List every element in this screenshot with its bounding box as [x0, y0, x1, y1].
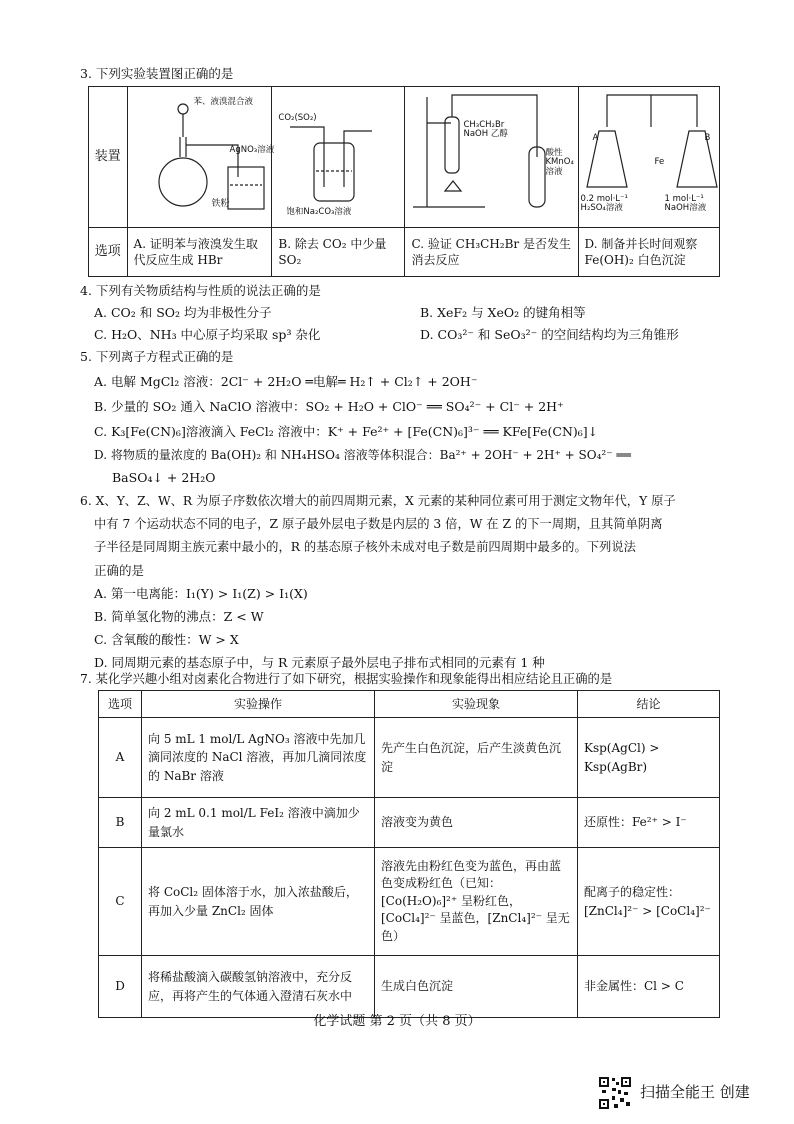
label-flask-a: A — [592, 133, 599, 143]
label-na2co3: 饱和Na₂CO₃溶液 — [286, 207, 352, 217]
q7-header-operation: 实验操作 — [142, 691, 375, 718]
label-h2so4: 0.2 mol·L⁻¹ H₂SO₄溶液 — [580, 194, 628, 214]
table-row — [99, 718, 720, 798]
q7-row-c-phenomenon: 溶液先由粉红色变为蓝色，再由蓝色变成粉红色（已知：[Co(H₂O)₆]²⁺ 呈粉红色，[CoCl₄]²⁻ 呈蓝色，[ZnCl₄]²⁻ 呈无色） — [375, 848, 578, 956]
qr-code-icon — [598, 1076, 632, 1110]
q7-row-d-option: D — [99, 956, 142, 1018]
q7-row-a-phenomenon: 先产生白色沉淀，后产生淡黄色沉淀 — [375, 718, 578, 798]
q3-option-a: A. 证明苯与液溴发生取代反应生成 HBr — [127, 228, 272, 277]
q6-option-a: A. 第一电离能：I₁(Y) > I₁(Z) > I₁(X) — [94, 586, 308, 601]
q3-row-device-label: 装置 — [89, 87, 128, 228]
q5-option-d-line1: D. 将物质的量浓度的 Ba(OH)₂ 和 NH₄HSO₄ 溶液等体积混合：Ba²⁺ + 2OH⁻ + 2H⁺ + SO₄²⁻ ══ — [94, 448, 631, 462]
q4-option-b: B. XeF₂ 与 XeO₂ 的键角相等 — [420, 305, 586, 320]
q7-row-d-conclusion: 非金属性：Cl > C — [578, 956, 720, 1018]
q7-row-d-operation: 将稀盐酸滴入碳酸氢钠溶液中，充分反应，再将产生的气体通入澄清石灰水中 — [142, 956, 375, 1018]
q7-row-b-phenomenon: 溶液变为黄色 — [375, 798, 578, 848]
brand-watermark: 扫描全能王 创建 — [640, 1083, 750, 1101]
label-naoh: 1 mol·L⁻¹ NaOH溶液 — [664, 194, 707, 214]
q6-stem-line3: 子半径是同周期主族元素中最小的，R 的基态原子核外未成对电子数是前四周期中最多的。下列说法 — [94, 540, 636, 554]
q7-header-phenomenon: 实验现象 — [375, 691, 578, 718]
q5-option-d-line2: BaSO₄↓ + 2H₂O — [112, 470, 216, 485]
q7-row-d-phenomenon: 生成白色沉淀 — [375, 956, 578, 1018]
q7-table — [98, 690, 720, 1018]
q3-option-b: B. 除去 CO₂ 中少量 SO₂ — [272, 228, 405, 277]
q7-header-row — [99, 691, 720, 718]
q5-stem: 5. 下列离子方程式正确的是 — [80, 349, 234, 364]
q7-row-a-option: A — [99, 718, 142, 798]
table-row — [99, 848, 720, 956]
q7-header-conclusion: 结论 — [578, 691, 720, 718]
q5-option-c: C. K₃[Fe(CN)₆]溶液滴入 FeCl₂ 溶液中：K⁺ + Fe²⁺ + [Fe(CN)₆]³⁻ ══ KFe[Fe(CN)₆]↓ — [94, 424, 599, 439]
q7-row-a-operation: 向 5 mL 1 mol/L AgNO₃ 溶液中先加几滴同浓度的 NaCl 溶液，再加几滴同浓度的 NaBr 溶液 — [142, 718, 375, 798]
q3-apparatus-a — [127, 87, 275, 228]
q7-row-a-conclusion: Ksp(AgCl) > Ksp(AgBr) — [578, 718, 720, 798]
q3-option-c: C. 验证 CH₃CH₂Br 是否发生消去反应 — [405, 228, 578, 277]
q7-row-c-operation: 将 CoCl₂ 固体溶于水，加入浓盐酸后，再加入少量 ZnCl₂ 固体 — [142, 848, 375, 956]
q4-option-c: C. H₂O、NH₃ 中心原子均采取 sp³ 杂化 — [94, 327, 321, 342]
q7-stem: 7. 某化学兴趣小组对卤素化合物进行了如下研究，根据实验操作和现象能得出相应结论且正确的是 — [80, 672, 613, 686]
q3-option-d: D. 制备并长时间观察 Fe(OH)₂ 白色沉淀 — [578, 228, 719, 277]
q3-apparatus-c — [405, 87, 578, 228]
q6-stem-line4: 正确的是 — [94, 563, 145, 578]
page-footer: 化学试题 第 2 页（共 8 页） — [313, 1014, 481, 1029]
label-ch3ch2br-naoh: CH₃CH₂Br NaOH 乙醇 — [463, 120, 508, 140]
q6-stem-line2: 中有 7 个运动状态不同的电子，Z 原子最外层电子数是内层的 3 倍，W 在 Z 的下一周期，且其简单阴离 — [94, 517, 663, 531]
q7-header-option: 选项 — [99, 691, 142, 718]
q6-option-b: B. 简单氢化物的沸点：Z < W — [94, 609, 264, 624]
table-row — [99, 956, 720, 1018]
q5-option-a: A. 电解 MgCl₂ 溶液：2Cl⁻ + 2H₂O ═电解═ H₂↑ + Cl₂↑ + 2OH⁻ — [94, 374, 478, 389]
q3-apparatus-table — [88, 86, 720, 277]
label-agno3: AgNO₃溶液 — [229, 145, 275, 155]
label-co2-so2: CO₂(SO₂) — [278, 113, 317, 123]
label-flask-b: B — [704, 133, 711, 143]
q7-row-b-operation: 向 2 mL 0.1 mol/L FeI₂ 溶液中滴加少量氯水 — [142, 798, 375, 848]
q3-stem: 3. 下列实验装置图正确的是 — [80, 66, 234, 81]
q6-option-c: C. 含氧酸的酸性：W > X — [94, 632, 239, 647]
q4-option-a: A. CO₂ 和 SO₂ 均为非极性分子 — [94, 305, 272, 320]
q3-apparatus-d — [578, 87, 719, 228]
label-benzene-bromine: 苯、液溴混合液 — [193, 97, 254, 107]
q4-option-d: D. CO₃²⁻ 和 SeO₃²⁻ 的空间结构均为三角锥形 — [420, 327, 679, 342]
q3-row-option-label: 选项 — [89, 228, 128, 277]
q7-row-c-option: C — [99, 848, 142, 956]
q6-option-d: D. 同周期元素的基态原子中，与 R 元素原子最外层电子排布式相同的元素有 1 种 — [94, 655, 545, 670]
q3-apparatus-b — [272, 87, 405, 228]
table-row — [99, 798, 720, 848]
q4-stem: 4. 下列有关物质结构与性质的说法正确的是 — [80, 283, 321, 298]
q7-row-b-conclusion: 还原性：Fe²⁺ > I⁻ — [578, 798, 720, 848]
q7-row-c-conclusion: 配离子的稳定性：[ZnCl₄]²⁻ > [CoCl₄]²⁻ — [578, 848, 720, 956]
label-fe: Fe — [654, 157, 665, 167]
q7-row-b-option: B — [99, 798, 142, 848]
label-kmno4: 酸性KMnO₄溶液 — [545, 148, 574, 177]
q5-option-b: B. 少量的 SO₂ 通入 NaClO 溶液中：SO₂ + H₂O + ClO⁻ ══ SO₄²⁻ + Cl⁻ + 2H⁺ — [94, 399, 564, 414]
label-iron-powder: 铁粉 — [211, 199, 230, 209]
q6-stem-line1: 6. X、Y、Z、W、R 为原子序数依次增大的前四周期元素，X 元素的某种同位素可用于测定文物年代，Y 原子 — [80, 494, 676, 508]
